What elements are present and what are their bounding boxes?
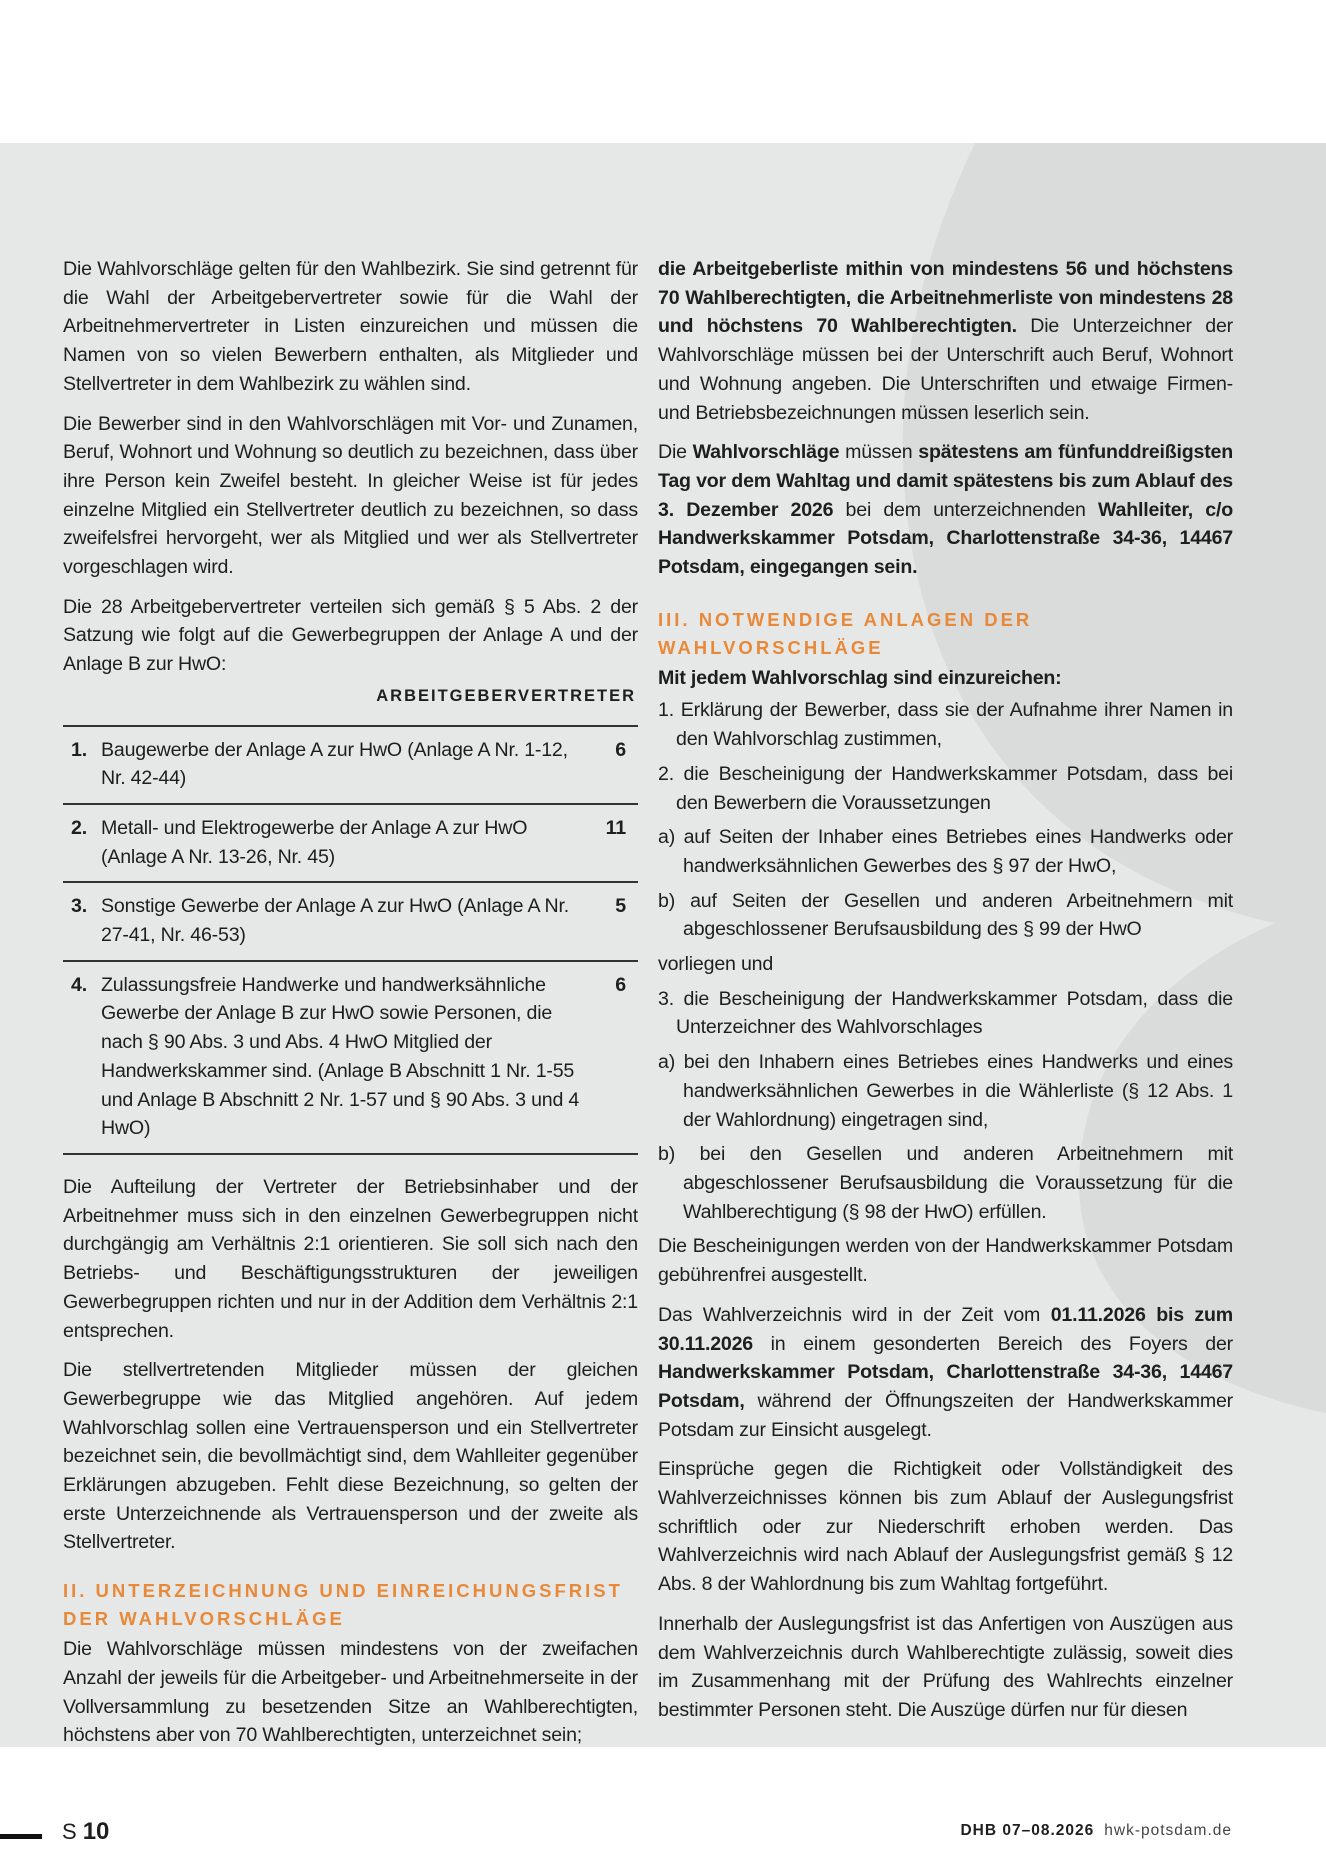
paragraph: Innerhalb der Auslegungsfrist ist das Anfertigen von Auszügen aus dem Wahlverzeichnis durch Wahlberechtigte zulässig, soweit dies im Zusammenhang mit der Prüfung des Wahlrechts einzelner bestimmter Personen steht. Die Auszüge dürfen nur für diesen (658, 1612, 1233, 1721)
row-number: 2. (71, 816, 87, 839)
list-item (658, 950, 1233, 979)
row-number: 1. (71, 738, 87, 761)
section-heading (63, 1577, 638, 1633)
paragraph: Die Wahlvorschläge gelten für den Wahlbezirk. Sie sind getrennt für die Wahl der Arbeitgebervertreter sowie für die Wahl der Arbeitnehmervertreter in Listen einzureichen und müssen die Namen von so vielen Bewerbern enthalten, als Mitglieder und Stellvertreter in dem Wahlbezirk zu wählen sind. (63, 258, 638, 395)
list-item (658, 985, 1233, 1042)
paragraph: Die 28 Arbeitgebervertreter verteilen sich gemäß § 5 Abs. 2 der Satzung wie folgt auf die Gewerbegruppen der Anlage A und der Anlage B zur HwO: (63, 595, 638, 676)
representatives-table (63, 682, 638, 1155)
list-marker: 3. (658, 987, 674, 1010)
list-marker: b) (658, 889, 676, 912)
list-item (658, 823, 1233, 880)
paragraph: Die stellvertretenden Mitglieder müssen der gleichen Gewerbegruppe wie das Mitglied angehören. Auf jedem Wahlvorschlag sollen eine Vertrauensperson und ein Stellvertreter bezeichnet sein, die bevollmächtigt sind, dem Wahlleiter gegenüber Erklärungen abzugeben. Fehlt diese Bezeichnung, so gelten der erste Unterzeichnende als Vertrauensperson und der zweite als Stellvertreter. (63, 1359, 638, 1554)
issue-label: DHB 07–08.2026 (960, 1822, 1095, 1839)
row-text: Baugewerbe der Anlage A zur HwO (Anlage A Nr. 1-12, Nr. 42-44) (101, 738, 568, 790)
list-marker: a) (658, 826, 676, 849)
list-text: vorliegen und (658, 953, 774, 976)
right-column (658, 255, 1233, 1736)
list-item (658, 1048, 1233, 1134)
table-row (63, 803, 638, 881)
page-prefix: S (62, 1819, 77, 1844)
list-marker: 1. (658, 699, 674, 722)
row-text: Sonstige Gewerbe der Anlage A zur HwO (Anlage A Nr. 27-41, Nr. 46-53) (101, 895, 569, 947)
footer-bar (0, 1834, 42, 1839)
table-header: ARBEITGEBERVERTRETER (376, 686, 636, 705)
list-text: bei den Inhabern eines Betriebes eines Handwerks und eines handwerksähnlichen Gewerbes in die Wählerliste (§ 12 Abs. 1 der Wahlordnung) eingetragen sind, (683, 1051, 1234, 1131)
bold-text: Wahlvorschläge (692, 441, 840, 464)
paragraph: Die Bewerber sind in den Wahlvorschlägen mit Vor- und Zunamen, Beruf, Wohnort und Wohnung so deutlich zu bezeichnen, dass über ihre Person kein Zweifel besteht. In gleicher Weise ist für jedes einzelne Mitglied ein Stellvertreter deutlich zu bezeichnen, so dass zweifelsfrei hervorgeht, wer als Mitglied und wer als Stellvertreter vorgeschlagen wird. (63, 412, 638, 579)
row-value: 11 (605, 816, 626, 839)
table-row (63, 960, 638, 1155)
text: Die Unterzeichner der Wahlvorschläge müssen bei der Unterschrift auch Beruf, Wohnort und Wohnung angeben. Die Unterschriften und etwaige Firmen- und Betriebsbezeichnungen müssen leserlich sein. (658, 315, 1234, 424)
heading-line: DER WAHLVORSCHLÄGE (63, 1608, 345, 1630)
footer-info (960, 1822, 1232, 1840)
table-row (63, 881, 638, 959)
heading-line: II. UNTERZEICHNUNG UND EINREICHUNGSFRIST (63, 1580, 623, 1602)
left-column (63, 255, 638, 1761)
list-item (658, 696, 1233, 753)
text: Das Wahlverzeichnis wird in der Zeit vom (658, 1303, 1051, 1326)
row-value: 5 (615, 895, 626, 918)
list-marker: b) (658, 1143, 676, 1166)
row-value: 6 (615, 738, 626, 761)
text: Die (658, 441, 693, 464)
list-item (658, 887, 1233, 944)
bold-text: Wahlleiter, c/o Handwerkskammer Potsdam, Charlottenstraße 34-36, 14467 Potsdam, eingegangen sein. (658, 498, 1234, 579)
text: während der Öffnungszeiten der Handwerkskammer Potsdam zur Einsicht ausgelegt. (658, 1389, 1233, 1441)
row-number: 3. (71, 895, 87, 918)
paragraph (658, 1301, 1233, 1445)
list-text: die Bescheinigung der Handwerkskammer Potsdam, dass die Unterzeichner des Wahlvorschlages (676, 987, 1233, 1039)
list-marker: a) (658, 1051, 676, 1074)
bold-text: spätestens am fünfunddreißigsten Tag vor dem Wahltag und damit spätestens bis zum Ablauf des 3. Dezember 2026 (658, 441, 1233, 521)
row-text: Zulassungsfreie Handwerke und handwerksähnliche Gewerbe der Anlage B zur HwO sowie Personen, die nach § 90 Abs. 3 und Abs. 4 HwO Mitglied der Handwerkskammer sind. (Anlage B Abschnitt 1 Nr. 1-55 und Anlage B Abschnitt 2 Nr. 1-57 und § 90 Abs. 3 und 4 HwO) (101, 973, 580, 1140)
list-item (658, 1140, 1233, 1226)
row-value: 6 (615, 973, 626, 996)
list-item (658, 760, 1233, 817)
paragraph: Die Wahlvorschläge müssen mindestens von der zweifachen Anzahl der jeweils für die Arbeitgeber- und Arbeitnehmerseite in der Vollversammlung zu besetzenden Sitze an Wahlberechtigten, höchstens aber von 70 Wahlberechtigten, unterzeichnet sein; (63, 1638, 638, 1747)
paragraph (658, 438, 1233, 582)
website-link[interactable]: hwk-potsdam.de (1104, 1822, 1232, 1839)
bold-text: die Arbeitgeberliste mithin von mindestens 56 und höchstens 70 Wahlberechtigten, die Arbeitnehmerliste von mindestens 28 und höchstens 70 Wahlberechtigten. (658, 258, 1233, 338)
requirements-list (658, 696, 1233, 1226)
text: müssen (839, 441, 919, 464)
list-text: auf Seiten der Gesellen und anderen Arbeitnehmern mit abgeschlossener Berufsausbildung des § 99 der HwO (683, 889, 1233, 941)
section-heading: III. NOTWENDIGE ANLAGEN DER WAHLVORSCHLÄGE (658, 608, 1033, 658)
list-text: auf Seiten der Inhaber eines Betriebes eines Handwerks oder handwerksähnlichen Gewerbes des § 97 der HwO, (683, 826, 1233, 877)
table-row (63, 725, 638, 803)
row-text: Metall- und Elektrogewerbe der Anlage A zur HwO (Anlage A Nr. 13-26, Nr. 45) (101, 816, 528, 868)
page-number-value: 10 (82, 1818, 110, 1845)
text: in einem gesonderten Bereich des Foyers der (752, 1332, 1233, 1355)
row-number: 4. (71, 973, 87, 996)
page-number (62, 1818, 109, 1846)
text: bei dem unterzeichnenden (833, 498, 1098, 521)
paragraph: Die Bescheinigungen werden von der Handwerkskammer Potsdam gebührenfrei ausgestellt. (658, 1235, 1233, 1287)
paragraph (658, 255, 1233, 427)
subheading: Mit jedem Wahlvorschlag sind einzureichen: (658, 666, 1062, 689)
list-text: bei den Gesellen und anderen Arbeitnehmern mit abgeschlossener Berufsausbildung die Voraussetzung für die Wahlberechtigung (§ 98 der HwO) erfüllen. (683, 1143, 1233, 1223)
list-marker: 2. (658, 762, 674, 785)
list-text: die Bescheinigung der Handwerkskammer Potsdam, dass bei den Bewerbern die Voraussetzungen (676, 762, 1233, 814)
bold-text: 01.11.2026 bis zum 30.11.2026 (658, 1303, 1233, 1355)
bold-text: Handwerkskammer Potsdam, Charlottenstraße 34-36, 14467 Potsdam, (658, 1361, 1233, 1412)
paragraph: Die Aufteilung der Vertreter der Betriebsinhaber und der Arbeitnehmer muss sich in den einzelnen Gewerbegruppen nicht durchgängig am Verhältnis 2:1 orientieren. Sie soll sich nach den Betriebs- und Beschäftigungsstrukturen der jeweiligen Gewerbegruppen richten und nur in der Addition dem Verhältnis 2:1 entsprechen. (63, 1175, 638, 1342)
paragraph: Einsprüche gegen die Richtigkeit oder Vollständigkeit des Wahlverzeichnisses können bis zum Ablauf der Auslegungsfrist schriftlich oder zur Niederschrift erhoben werden. Das Wahlverzeichnis wird nach Ablauf der Auslegungsfrist gemäß § 12 Abs. 8 der Wahlordnung bis zum Wahltag fortgeführt. (658, 1458, 1233, 1596)
list-text: Erklärung der Bewerber, dass sie der Aufnahme ihrer Namen in den Wahlvorschlag zustimmen, (676, 699, 1233, 751)
